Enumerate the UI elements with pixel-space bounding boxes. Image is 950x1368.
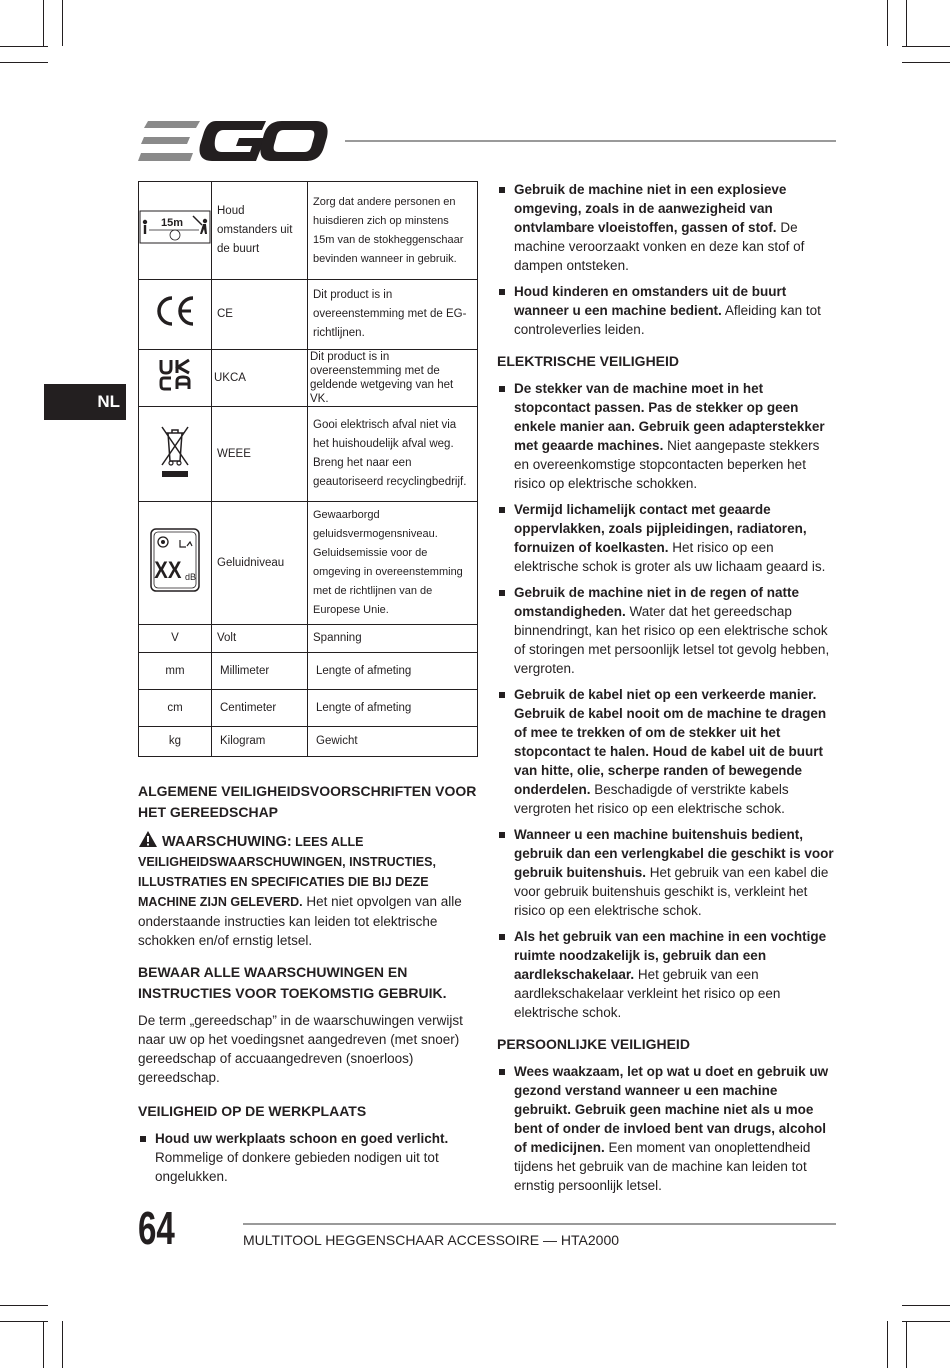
bullet-text: Rommelige of donkere gebieden nodigen uit tot ongelukken.: [155, 1150, 439, 1184]
list-item: [497, 500, 837, 576]
table-cell-desc: Gewicht: [308, 727, 478, 757]
bullet-list: [497, 180, 837, 339]
right-column: [497, 180, 837, 1207]
weee-bin-icon: [157, 423, 193, 479]
crop-mark: [0, 46, 48, 47]
table-cell-name: CE: [212, 280, 308, 350]
svg-text:15m: 15m: [161, 217, 184, 229]
warning-paragraph: [138, 830, 478, 950]
svg-text:dB: dB: [185, 571, 197, 582]
list-item: [497, 825, 837, 920]
table-cell-symbol: mm: [139, 653, 212, 690]
table-cell-name: Houd omstanders uit de buurt: [212, 182, 308, 280]
bullet-bold-text: Als het gebruik van een machine in een vochtige ruimte noodzakelijk is, gebruik dan een aardlekschakelaar.: [514, 929, 827, 982]
bullet-bold-text: Wanneer u een machine buitenshuis bedient, gebruik dan een verlengkabel die geschikt is voor gebruik buitenshuis.: [514, 827, 834, 880]
list-item: [497, 927, 837, 1022]
ego-logo: [138, 120, 328, 162]
warning-text: Het niet opvolgen van alle onderstaande instructies kan leiden tot elektrische schokken en/of ernstig letsel.: [138, 894, 462, 948]
bullet-text: De machine veroorzaakt vonken en deze kan stof of dampen ontsteken.: [514, 220, 805, 273]
crop-mark: [902, 46, 950, 47]
table-cell-desc: Dit product is in overeenstemming met de geldende wetgeving van het VK.: [308, 350, 478, 407]
header-rule: [345, 140, 836, 142]
ukca-mark-icon: [158, 358, 192, 392]
bullet-text: Het gebruik van een kabel die voor gebruik buitenshuis geschikt is, verkleint het risico op een elektrische schok.: [514, 865, 829, 918]
bullet-text: Water dat het gereedschap binnendringt, kan het risico op een elektrische schok of storingen met persoonlijk letsel tot gevolg hebben, vergroten.: [514, 604, 830, 676]
list-item: [497, 282, 837, 339]
crop-mark: [906, 0, 907, 46]
table-row: [139, 350, 478, 407]
bullet-list: [138, 1129, 478, 1186]
table-row: [139, 727, 478, 757]
crop-mark: [43, 1321, 44, 1368]
table-cell-name: Millimeter: [212, 653, 308, 690]
table-cell-name: Kilogram: [212, 727, 308, 757]
bullet-bold-text: Gebruik de kabel niet op een verkeerde manier. Gebruik de kabel nooit om de machine te dragen of mee te trekken of om de stekker uit het stopcontact te halen. Houd de kabel uit de buurt van hitte, olie, scherpe randen of bewegende onderdelen.: [514, 687, 827, 797]
list-item: [497, 1062, 837, 1195]
table-cell-desc: Lengte of afmeting: [308, 653, 478, 690]
bullet-list: [497, 1062, 837, 1195]
section-heading: PERSOONLIJKE VEILIGHEID: [497, 1036, 690, 1052]
table-cell-name: Volt: [212, 625, 308, 653]
warning-label: WAARSCHUWING:: [162, 834, 292, 850]
bullet-bold-text: De stekker van de machine moet in het stopcontact passen. Pas de stekker op geen enkele manier aan. Gebruik geen adapterstekker met geaarde machines.: [514, 381, 825, 453]
table-cell-symbol: kg: [139, 727, 212, 757]
bullet-text: Het gebruik van een aardlekschakelaar verkleint het risico op een elektrische schok.: [514, 967, 781, 1020]
list-item: [497, 379, 837, 493]
section-heading: VEILIGHEID OP DE WERKPLAATS: [138, 1103, 367, 1119]
table-cell-name: WEEE: [212, 407, 308, 502]
crop-mark: [887, 1321, 888, 1368]
table-cell-desc: Gooi elektrisch afval niet via het huishoudelijk afval weg. Breng het naar een geautoriseerd recyclingbedrijf.: [308, 407, 478, 502]
svg-text:XX: XX: [154, 555, 182, 583]
symbols-table: [138, 181, 478, 757]
table-cell-name: UKCA: [212, 350, 308, 407]
crop-mark: [0, 1305, 48, 1306]
bullet-bold-text: Gebruik de machine niet in de regen of natte omstandigheden.: [514, 585, 800, 619]
table-cell-symbol: V: [139, 625, 212, 653]
table-cell-name: Geluidniveau: [212, 502, 308, 625]
section-heading: BEWAAR ALLE WAARSCHUWINGEN EN INSTRUCTIES VOOR TOEKOMSTIG GEBRUIK.: [138, 964, 447, 1001]
bullet-text: Afleiding kan tot controleverlies leiden.: [514, 303, 821, 337]
table-row: [139, 690, 478, 727]
table-cell-desc: Gewaarborgd geluidsvermogensniveau. Geluidsemissie voor de omgeving in overeenstemming met de richtlijnen van de Europese Unie.: [308, 502, 478, 625]
warning-bold-text: LEES ALLE VEILIGHEIDSWAARSCHUWINGEN, INSTRUCTIES, ILLUSTRATIES EN SPECIFICATIES DIE BIJ DEZE MACHINE ZIJN GELEVERD.: [138, 835, 436, 909]
bystanders-15m-icon: [139, 210, 211, 244]
bullet-bold-text: Vermijd lichamelijk contact met geaarde oppervlakken, zoals pijpleidingen, radiatoren, fornuizen of koelkasten.: [514, 502, 807, 555]
bullet-bold-text: Houd kinderen en omstanders uit de buurt wanneer u een machine bedient.: [514, 284, 787, 318]
bullet-list: [497, 379, 837, 1022]
section-heading: ELEKTRISCHE VEILIGHEID: [497, 353, 680, 369]
table-row: [139, 625, 478, 653]
crop-mark: [902, 1321, 950, 1322]
table-cell-icon: [139, 280, 212, 350]
footer-rule: [243, 1223, 836, 1225]
bullet-bold-text: Gebruik de machine niet in een explosieve omgeving, zoals in de aanwezigheid van ontvlambare vloeistoffen, gassen of stof.: [514, 182, 787, 235]
crop-mark: [887, 0, 888, 46]
bullet-text: Niet aangepaste stekkers en overeenkomstige stopcontacten beperken het risico op elektrische schokken.: [514, 438, 820, 491]
table-cell-name: Centimeter: [212, 690, 308, 727]
page-number: 64: [138, 1202, 175, 1254]
table-cell-icon: [139, 502, 212, 625]
list-item: [497, 685, 837, 818]
crop-mark: [902, 62, 950, 63]
table-cell-desc: Spanning: [308, 625, 478, 653]
list-item: [497, 180, 837, 275]
bullet-bold-text: Wees waakzaam, let op wat u doet en gebruik uw gezond verstand wanneer u een machine gebruikt. Gebruik geen machine niet als u moe bent of onder de invloed bent van drugs, alcohol of medicijnen.: [514, 1064, 829, 1155]
bullet-text: Het risico op een elektrische schok is groter als uw lichaam geaard is.: [514, 540, 826, 574]
table-cell-desc: Lengte of afmeting: [308, 690, 478, 727]
table-cell-desc: Dit product is in overeenstemming met de EG-richtlijnen.: [308, 280, 478, 350]
crop-mark: [902, 1305, 950, 1306]
left-column: [138, 781, 478, 1198]
list-item: [497, 583, 837, 678]
table-cell-icon: [139, 350, 212, 407]
table-row: [139, 502, 478, 625]
table-cell-icon: [139, 182, 212, 280]
list-item: [138, 1129, 478, 1186]
table-cell-icon: [139, 407, 212, 502]
paragraph: De term „gereedschap” in de waarschuwingen verwijst naar uw op het voedingsnet aangedreven (met snoer) gereedschap of accuaangedreven (snoerloos) gereedschap.: [138, 1013, 463, 1085]
table-row: [139, 182, 478, 280]
crop-mark: [62, 0, 63, 46]
table-row: [139, 280, 478, 350]
table-cell-symbol: cm: [139, 690, 212, 727]
footer-title: MULTITOOL HEGGENSCHAAR ACCESSOIRE — HTA2000: [243, 1232, 620, 1248]
warning-triangle-icon: [138, 830, 158, 848]
table-cell-desc: Zorg dat andere personen en huisdieren zich op minstens 15m van de stokheggenschaar bevinden wanneer in gebruik.: [308, 182, 478, 280]
table-row: [139, 407, 478, 502]
table-row: [139, 653, 478, 690]
ce-mark-icon: [153, 294, 197, 328]
language-tab: NL: [44, 384, 126, 420]
crop-mark: [43, 0, 44, 46]
crop-mark: [906, 1321, 907, 1368]
crop-mark: [0, 62, 48, 63]
crop-mark: [0, 1321, 48, 1322]
bullet-text: Een moment van onoplettendheid tijdens het gebruik van de machine kan leiden tot ernstig persoonlijk letsel.: [514, 1140, 811, 1193]
sound-level-icon: [150, 528, 200, 592]
bullet-text: Beschadigde of verstrikte kabels vergroten het risico op een elektrische schok.: [514, 782, 789, 816]
bullet-bold-text: Houd uw werkplaats schoon en goed verlicht.: [155, 1131, 449, 1146]
crop-mark: [62, 1321, 63, 1368]
section-heading: ALGEMENE VEILIGHEIDSVOORSCHRIFTEN VOOR HET GEREEDSCHAP: [138, 783, 477, 820]
